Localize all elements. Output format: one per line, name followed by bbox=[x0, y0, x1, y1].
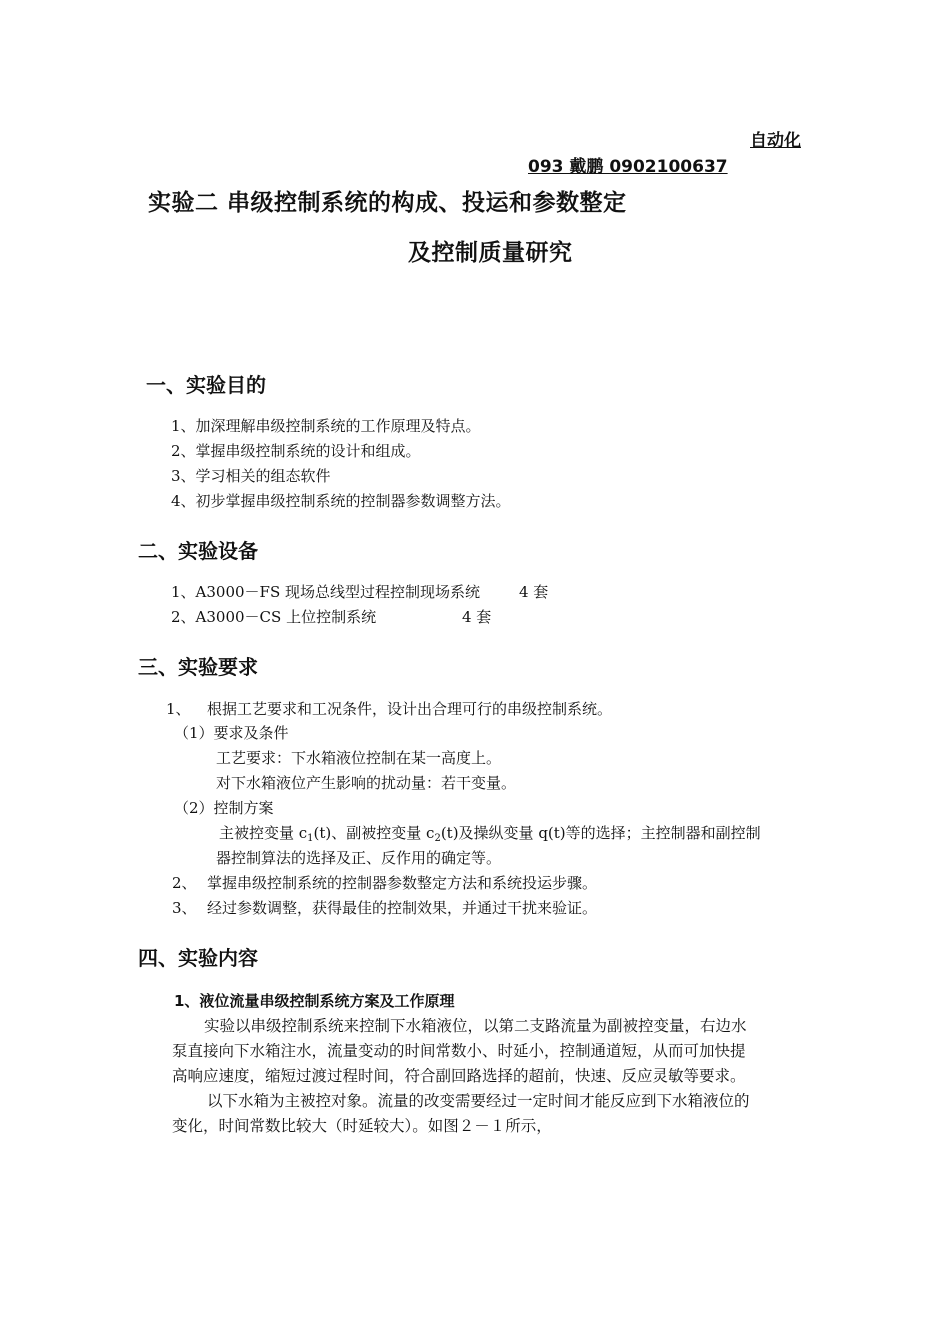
equipment-qty: 4 套 bbox=[519, 583, 549, 601]
subscript: 1 bbox=[307, 833, 314, 844]
title-line-1: 实验二 串级控制系统的构成、投运和参数整定 bbox=[148, 190, 627, 216]
header-class-name-id: 093 戴鹏 0902100637 bbox=[528, 157, 728, 177]
paragraph-line: 变化，时间常数比较大（时延较大）。如图２－１所示， bbox=[172, 1117, 552, 1135]
title-line-2: 及控制质量研究 bbox=[408, 240, 573, 266]
subsection-label: （1）要求及条件 bbox=[174, 724, 289, 742]
section-4-heading: 四、实验内容 bbox=[138, 946, 258, 970]
subsection-label: （2）控制方案 bbox=[174, 799, 274, 817]
requirement-detail: 工艺要求：下水箱液位控制在某一高度上。 bbox=[216, 749, 502, 767]
paragraph-line: 高响应速度，缩短过渡过程时间，符合副回路选择的超前，快速、反应灵敏等要求。 bbox=[172, 1067, 746, 1085]
control-scheme-line bbox=[219, 821, 761, 846]
header-major: 自动化 bbox=[750, 131, 801, 151]
requirement-text: 掌握串级控制系统的控制器参数整定方法和系统投运步骤。 bbox=[207, 874, 598, 892]
paragraph-line: 泵直接向下水箱注水，流量变动的时间常数小、时延小，控制通道短，从而可加快提 bbox=[172, 1042, 746, 1060]
requirement-text: 经过参数调整，获得最佳的控制效果，并通过干扰来验证。 bbox=[207, 899, 598, 917]
section-1-item: 3、学习相关的组态软件 bbox=[171, 467, 331, 485]
requirement-detail: 对下水箱液位产生影响的扰动量：若干变量。 bbox=[216, 774, 517, 792]
equipment-name: 1、A3000－FS 现场总线型过程控制现场系统 bbox=[171, 583, 481, 601]
section-1-item: 4、初步掌握串级控制系统的控制器参数调整方法。 bbox=[171, 492, 511, 510]
equipment-qty: 4 套 bbox=[462, 608, 492, 626]
section-3-heading: 三、实验要求 bbox=[138, 655, 258, 679]
control-scheme-text: (t)、副被控变量 c bbox=[313, 824, 435, 842]
requirement-text: 根据工艺要求和工况条件，设计出合理可行的串级控制系统。 bbox=[207, 700, 613, 718]
section-1-item: 1、加深理解串级控制系统的工作原理及特点。 bbox=[171, 417, 481, 435]
section-4-subheading: 1、液位流量串级控制系统方案及工作原理 bbox=[174, 992, 455, 1010]
requirement-number: 3、 bbox=[172, 899, 197, 917]
section-2-heading: 二、实验设备 bbox=[138, 539, 258, 563]
section-1-heading: 一、实验目的 bbox=[146, 373, 266, 397]
control-scheme-text: 主被控变量 c bbox=[219, 824, 308, 842]
control-scheme-line: 器控制算法的选择及正、反作用的确定等。 bbox=[216, 849, 502, 867]
requirement-number: 2、 bbox=[172, 874, 197, 892]
requirement-number: 1、 bbox=[166, 700, 191, 718]
control-scheme-text: (t)及操纵变量 q(t)等的选择；主控制器和副控制 bbox=[440, 824, 761, 842]
subscript: 2 bbox=[434, 833, 441, 844]
equipment-name: 2、A3000－CS 上位控制系统 bbox=[171, 608, 377, 626]
section-1-item: 2、掌握串级控制系统的设计和组成。 bbox=[171, 442, 421, 460]
paragraph-line: 实验以串级控制系统来控制下水箱液位，以第二支路流量为副被控变量，右边水 bbox=[204, 1017, 747, 1035]
paragraph-line: 以下水箱为主被控对象。流量的改变需要经过一定时间才能反应到下水箱液位的 bbox=[207, 1092, 750, 1110]
